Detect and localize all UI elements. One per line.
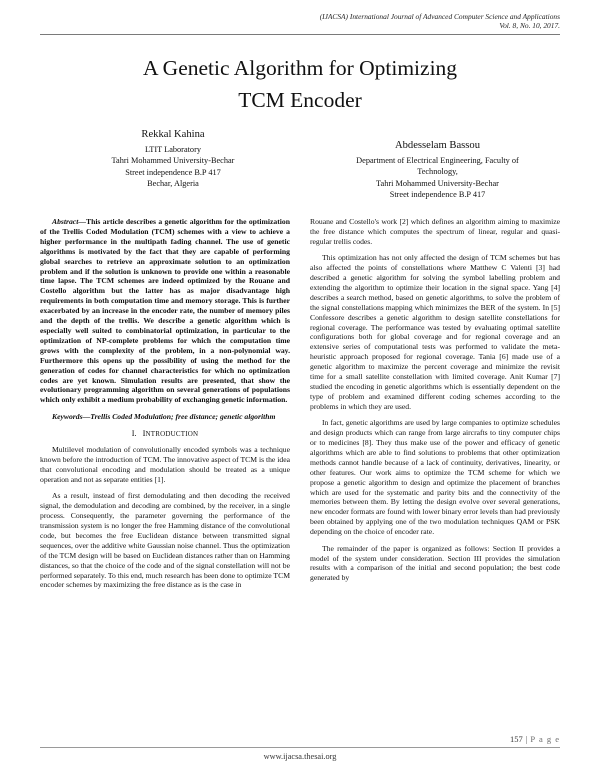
author-affiliation-line: Tahri Mohammed University-Bechar bbox=[111, 156, 235, 166]
left-column bbox=[40, 217, 290, 597]
paragraph: The remainder of the paper is organized as follows: Section II provides a model of the system under consideration. Section III provides the simulation results with a comparison of the initial and second population; the best code generated by bbox=[310, 543, 560, 583]
page-number bbox=[510, 734, 560, 744]
author-affiliation-line: Street independence B.P 417 bbox=[125, 167, 221, 177]
author-affiliation-line: LTIT Laboratory bbox=[145, 145, 201, 154]
paper-title bbox=[40, 52, 560, 116]
journal-header bbox=[160, 12, 560, 30]
page-number-value: 157 bbox=[509, 734, 523, 744]
title-line-2: TCM Encoder bbox=[238, 88, 362, 112]
section-title-rest: NTRODUCTION bbox=[145, 430, 199, 439]
author-affiliation-line: Bechar, Algeria bbox=[147, 179, 199, 189]
author-affiliation-line: Department of Electrical Engineering, Faculty of bbox=[356, 156, 519, 165]
abstract-lead: Abstract— bbox=[52, 217, 86, 226]
page-separator: | bbox=[525, 734, 528, 744]
section-number: I. bbox=[131, 429, 137, 439]
author-affiliation-line: Street independence B.P 417 bbox=[389, 190, 486, 200]
author-affiliation-line: Tahri Mohammed University-Bechar bbox=[376, 178, 499, 188]
footer-divider bbox=[40, 747, 560, 748]
author-name: Abdesselam Bassou bbox=[394, 140, 481, 151]
author-name: Rekkal Kahina bbox=[141, 129, 205, 140]
paragraph: Rouane and Costello's work [2] which defines an algorithm aiming to maximize the free distance which computes the spectrum of linear, regular and quasi-regular trellis codes. bbox=[310, 217, 560, 246]
header-divider bbox=[40, 34, 560, 35]
section-title-initial: I bbox=[142, 428, 146, 439]
paragraph: Multilevel modulation of convolutionally encoded symbols was a technique known before the introduction of TCM. The innovative aspect of TCM is the idea that convolutional encoding and modulation should be treated as a unique operation and not as separate entities [1]. bbox=[40, 445, 290, 484]
title-line-1: A Genetic Algorithm for Optimizing bbox=[142, 56, 458, 80]
author-block-2 bbox=[320, 139, 555, 201]
footer-url[interactable]: www.ijacsa.thesai.org bbox=[263, 752, 337, 761]
paragraph: This optimization has not only affected the design of TCM schemes but has also affected the points of constellations where Matthew C Valenti [3] had described a genetic algorithm for solving the symbol labelling problem and extending the algorithm to optimize their location in the signal space. Yang [4] describes a search method, based on genetic algorithms, to solve the problem of the signal constellations mapping which minimizes the BER of the system. In [5] Confessore describes a genetic algorithm to design satellite constellations for regional coverage. The performance was tested by evaluating optimal satellite configurations both for global coverage and for regional coverage and an extensive series of computational tests was performed to validate the meta-heuristic approach proposed for regional coverage. Tania [6] made use of a genetic algorithm to maximize the percent coverage and minimize the revisit time for a small satellite constellation with limited coverage. Anit Kumar [7] studied the encoding in genetic algorithms which is essentially dependent on the type of problem and examined different coding schemes according to the problems in which they are used. bbox=[310, 253, 560, 411]
keywords: Keywords—Trellis Coded Modulation; free distance; genetic algorithm bbox=[52, 411, 276, 421]
journal-volume: Vol. 8, No. 10, 2017. bbox=[499, 21, 560, 30]
page-label: P a g e bbox=[530, 734, 560, 744]
author-affiliation-line: Technology, bbox=[417, 167, 458, 177]
section-heading-introduction bbox=[40, 428, 290, 440]
abstract bbox=[40, 217, 290, 405]
paragraph: As a result, instead of first demodulating and then decoding the received signal, the demodulation and decoding are combined, by the receiver, in a single process. Consequently, the parameter governing the performance of the transmission system is no longer the free Hamming distance of the convolutional code, but becomes the free Euclidean distance between transmitted signal sequences, over the additive white Gaussian noise channel. Thus the optimization of the TCM design will be based on Euclidean distances rather than on Hamming distances, so that the choice of the code and of the signal constellation will not be performed separately. To this end, much research has been done to optimize TCM encoder schemes by maximizing the free distance as is the case in bbox=[40, 491, 290, 590]
abstract-text: This article describes a genetic algorithm for the optimization of the Trellis Coded Modulation (TCM) schemes with a view to achieve a higher performance in the multipath fading channel. The use of genetic algorithms is motivated by the fact that they are capable of performing global searches to retrieve an approximate solution to an optimization problem and if the solution is unknown to provide one within a reasonable time lapse. The TCM schemes are indeed optimized by the Rouane and Costello algorithm but the latter has as major disadvantage high requirements in both computation time and memory storage. This is further exacerbated by an increase in the encoder rate, the number of memory piles and the depth of the trellis. We describe a genetic algorithm which is especially well suited to combinatorial optimization, in particular to the optimization of NP-complete problems for which the computation time grows with the complexity of the problem, in a non-polynomial way. Furthermore this opens up the possibility of using the method for the generation of codes for channel characteristics for which no optimization codes are yet known. Simulation results are presented, that show the evolutionary programming algorithm on several generations of populations which only exhibit a medium probability of exchanging genetic information. bbox=[40, 217, 290, 405]
paragraph: In fact, genetic algorithms are used by large companies to optimize schedules and design products which can range from large aircrafts to tiny computer chips or to medicines [8]. They thus make use of the power and efficacy of genetic algorithms which are able to find solutions to problems that other optimization methods cannot handle because of a lack of continuity, derivatives, linearity, or other features. Our work aims to optimize the TCM scheme for which we propose a genetic algorithm to design and optimize the placement of branches which are used for the systematic and parity bits and the connectivity of the memories between them. By letting the design evolve over several generations, new encoder formats are found with lower binary error levels than had previously been obtained by applying one of the two modulation techniques QAM or PSK depending on the choice of encoder rate. bbox=[310, 418, 560, 537]
author-block-1 bbox=[58, 128, 288, 190]
journal-name: (IJACSA) International Journal of Advanced Computer Science and Applications bbox=[319, 12, 560, 21]
right-column bbox=[310, 217, 560, 590]
